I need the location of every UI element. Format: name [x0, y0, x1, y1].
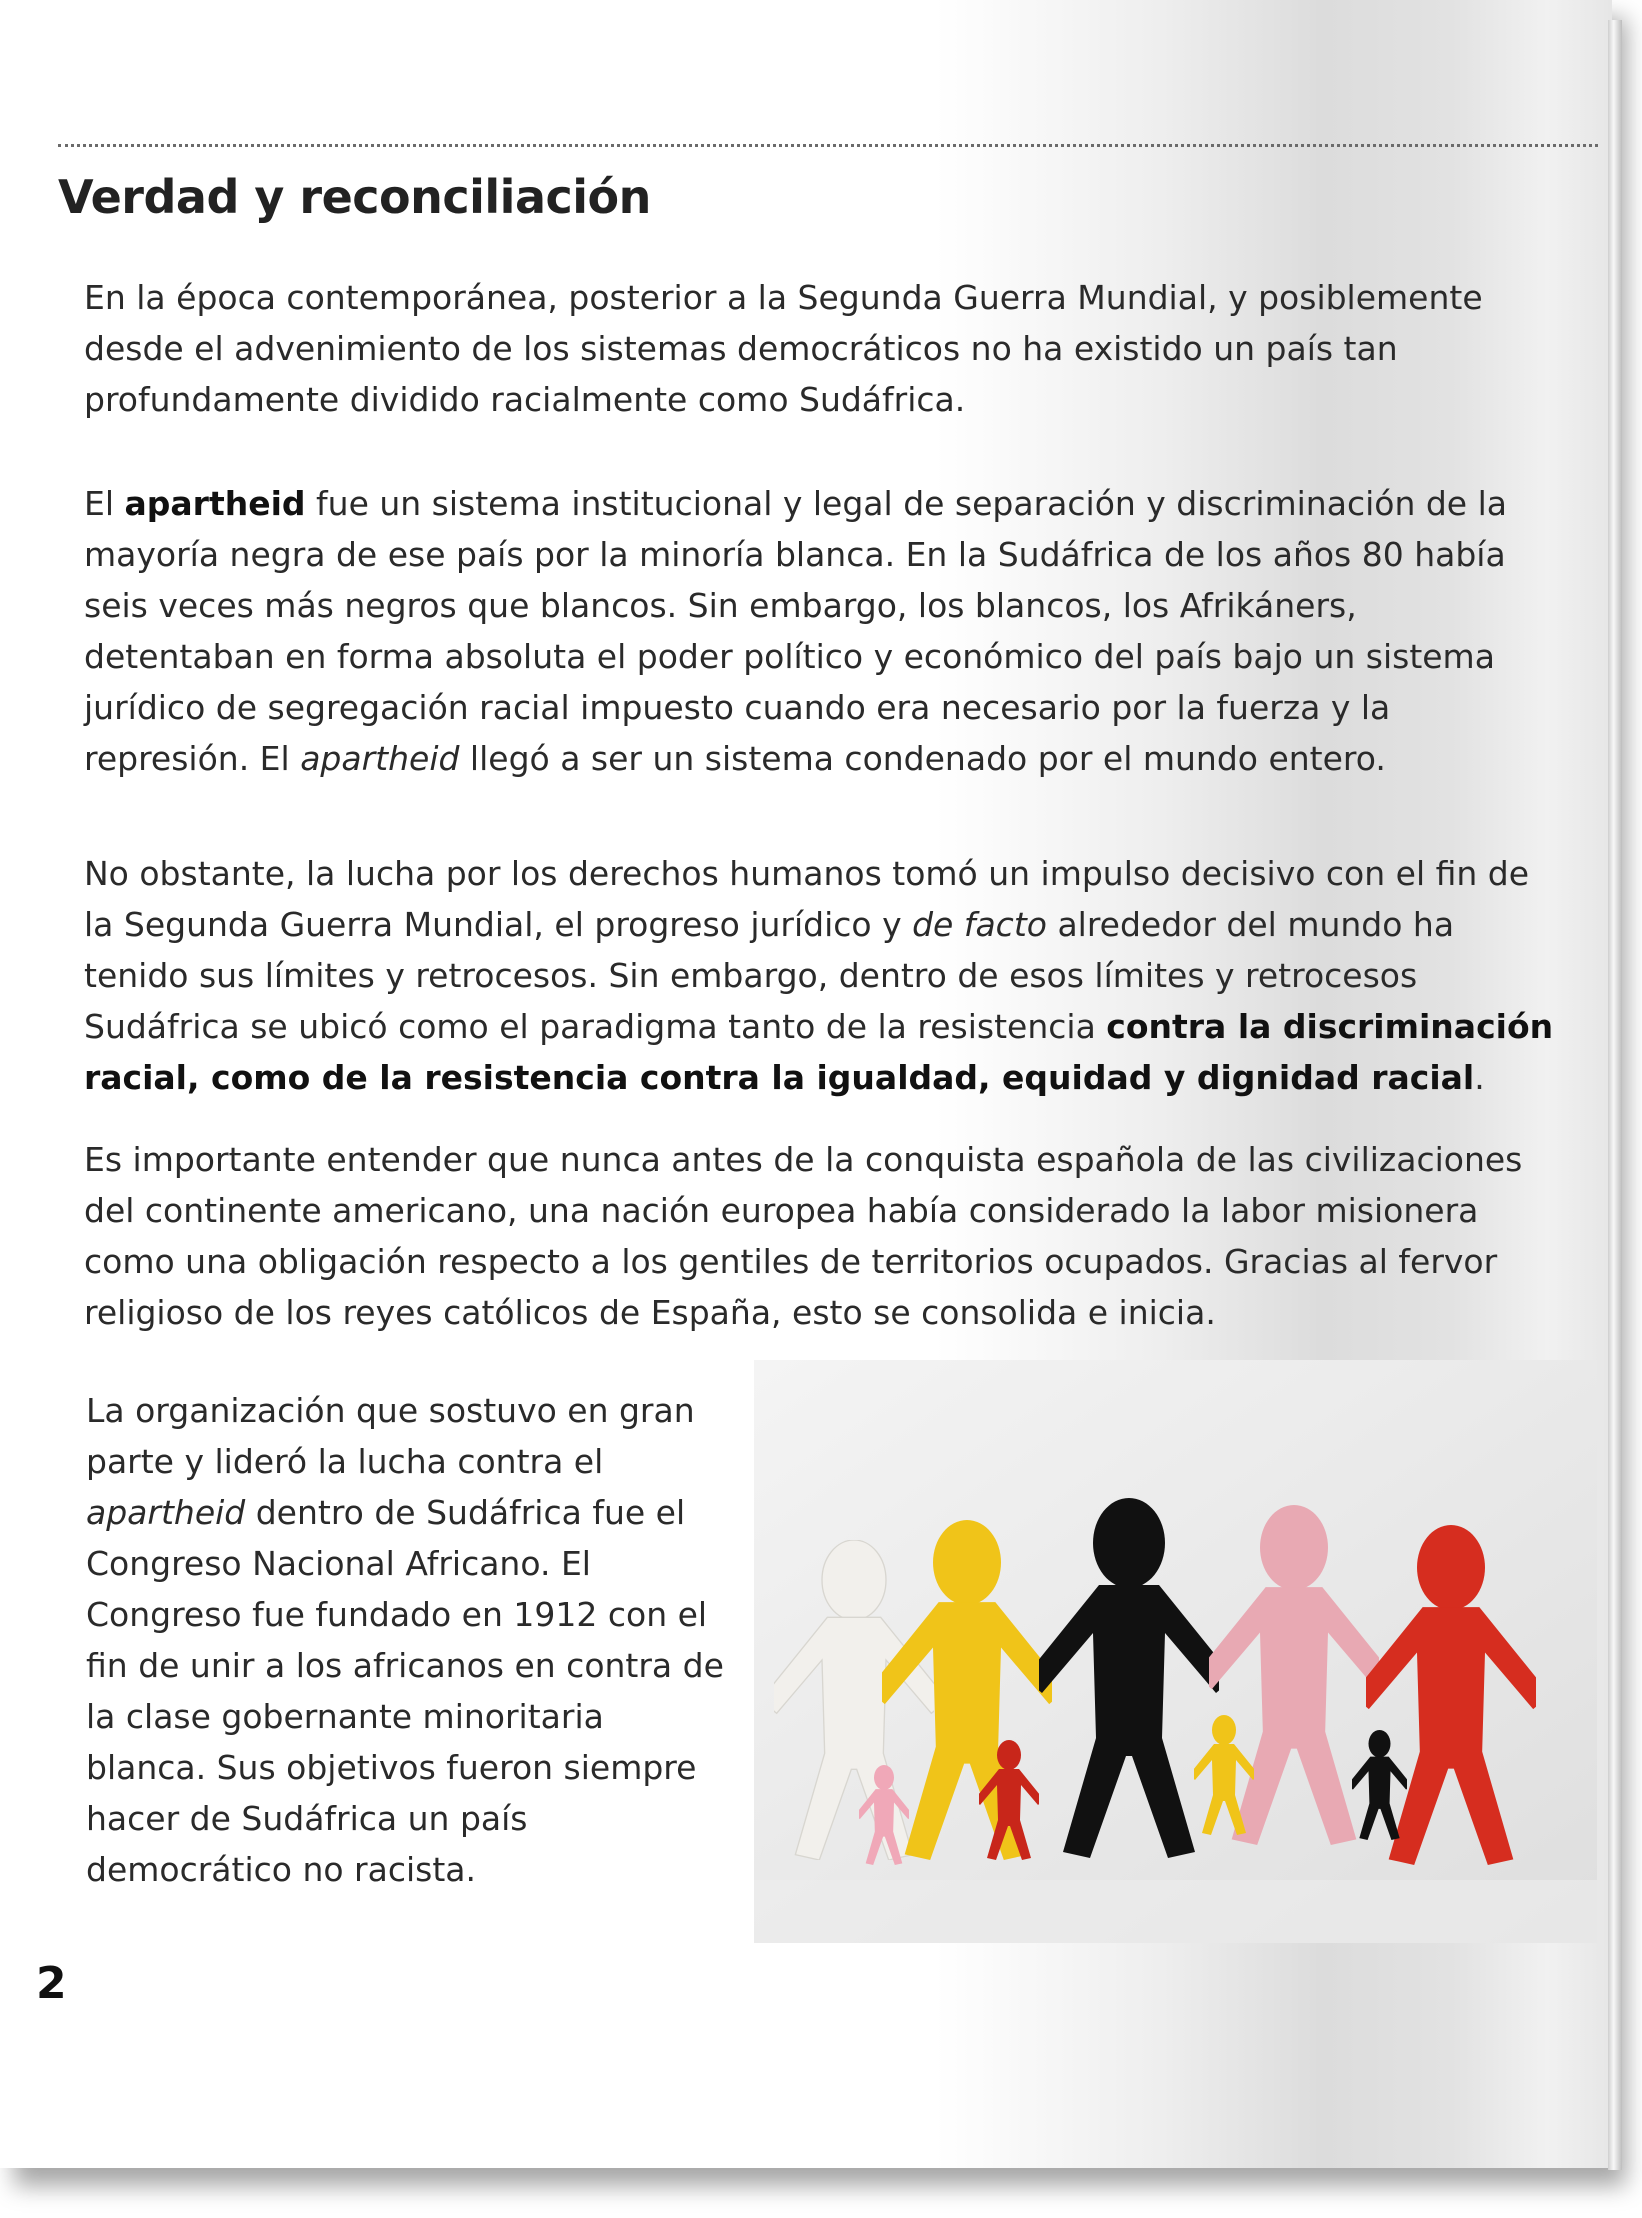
- paper-family-photo: [754, 1360, 1597, 1943]
- paragraph-4: Es importante entender que nunca antes de la conquista española de las civilizaciones del continente americano, una nación europea había considerado la labor misionera como una obligación respecto a los gentiles de territorios ocupados. Gracias al fervor religioso de los reyes católicos de España, esto se consolida e inicia.: [84, 1140, 1523, 1332]
- italic-term: apartheid: [300, 739, 460, 778]
- italic-term: apartheid: [86, 1493, 246, 1532]
- page-number: 2: [36, 1958, 67, 2009]
- paper-figures-illustration: [754, 1360, 1597, 1943]
- page-title: Verdad y reconciliación: [58, 170, 651, 224]
- bold-term: apartheid: [124, 484, 306, 523]
- page-curl-edge: [1608, 20, 1622, 2170]
- paragraph-5: La organización que sostuvo en gran parte y lideró la lucha contra el apartheid dentro de Sudáfrica fue el Congreso Nacional Africano. El Congreso fue fundado en 1912 con el fin de unir a los africanos en contra de la clase gobernante minoritaria blanca. Sus objetivos fueron siempre hacer de Sudáfrica un país democrático no racista.: [86, 1391, 724, 1889]
- bold-phrase: contra la discriminación racial, como de la resistencia contra la igualdad, equidad y dignidad racial: [84, 1007, 1554, 1097]
- dotted-divider: [58, 144, 1598, 147]
- paragraph-2: El apartheid fue un sistema institucional y legal de separación y discriminación de la mayoría negra de ese país por la minoría blanca. En la Sudáfrica de los años 80 había seis veces más negros que blancos. Sin embargo, los blancos, los Afrikáners, detentaban en forma absoluta el poder político y económico del país bajo un sistema jurídico de segregación racial impuesto cuando era necesario por la fuerza y la represión. El apartheid llegó a ser un sistema condenado por el mundo entero.: [84, 484, 1507, 778]
- paragraph-3: No obstante, la lucha por los derechos humanos tomó un impulso decisivo con el fin de la Segunda Guerra Mundial, el progreso jurídico y de facto alrededor del mundo ha tenido sus límites y retrocesos. Sin embargo, dentro de esos límites y retrocesos Sudáfrica se ubicó como el paradigma tanto de la resistencia contra la discriminación racial, como de la resistencia contra la igualdad, equidad y dignidad racial.: [84, 854, 1554, 1097]
- italic-term: de facto: [912, 905, 1047, 944]
- paragraph-1: En la época contemporánea, posterior a la Segunda Guerra Mundial, y posiblemente desde el advenimiento de los sistemas democráticos no ha existido un país tan profundamente dividido racialmente como Sudáfrica.: [84, 278, 1483, 419]
